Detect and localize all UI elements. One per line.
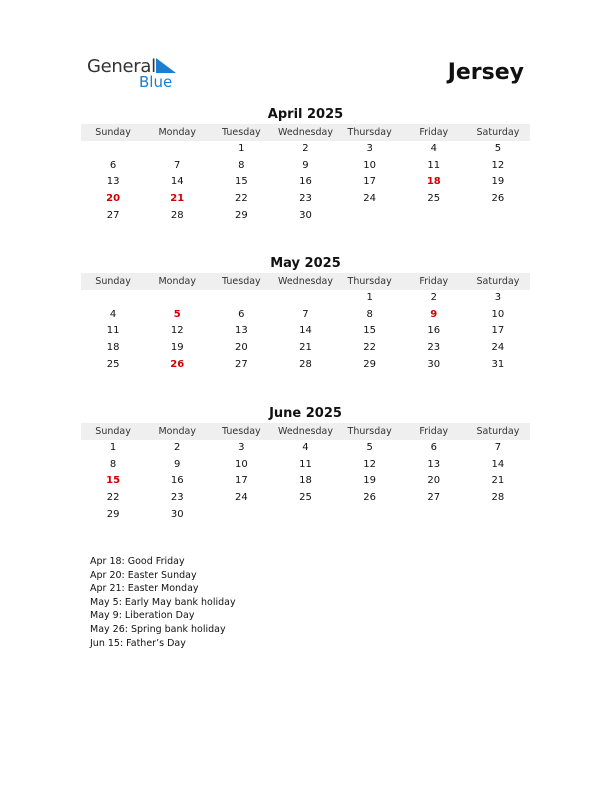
day-cell: 22 <box>234 193 248 205</box>
day-cell: 21 <box>299 342 312 354</box>
day-cell: 17 <box>363 176 376 188</box>
day-cell: 11 <box>299 458 312 470</box>
weekday-label: Tuesday <box>222 426 261 437</box>
day-cell: 19 <box>170 342 184 354</box>
day-cell: 13 <box>427 458 441 470</box>
holiday-entry: Apr 20: Easter Sunday <box>90 569 197 581</box>
day-cell: 13 <box>106 176 120 188</box>
day-cell: 26 <box>491 193 505 205</box>
day-grid <box>81 141 530 224</box>
month-title: May 2025 <box>270 256 341 271</box>
weekday-header <box>81 124 530 141</box>
holiday-day-cell: 26 <box>170 358 185 370</box>
day-cell: 25 <box>427 193 441 205</box>
weekday-label: Sunday <box>95 127 131 138</box>
weekday-label: Thursday <box>347 426 392 437</box>
day-cell: 8 <box>366 308 373 320</box>
day-cell: 24 <box>491 342 505 354</box>
day-cell <box>145 290 209 307</box>
day-cell: 23 <box>170 492 184 504</box>
day-cell <box>466 208 530 225</box>
holiday-day-cell: 18 <box>426 176 441 188</box>
day-cell: 22 <box>106 492 120 504</box>
weekday-header <box>81 273 530 290</box>
day-cell: 12 <box>491 159 505 171</box>
day-cell: 1 <box>238 143 245 154</box>
day-cell <box>145 141 209 158</box>
weekday-label: Friday <box>419 276 449 287</box>
day-cell: 23 <box>427 342 441 354</box>
day-cell: 9 <box>174 458 181 470</box>
day-cell: 18 <box>299 475 312 487</box>
day-cell <box>209 507 273 524</box>
day-cell: 3 <box>366 143 373 154</box>
month-april <box>81 106 530 224</box>
holiday-day-cell: 15 <box>106 475 121 487</box>
day-cell: 29 <box>106 508 120 520</box>
weekday-label: Wednesday <box>277 127 333 138</box>
day-cell: 20 <box>427 475 441 487</box>
day-cell <box>466 507 530 524</box>
day-cell: 24 <box>363 193 376 205</box>
day-cell: 25 <box>299 492 312 504</box>
day-cell: 1 <box>109 442 117 453</box>
day-cell: 11 <box>427 159 441 171</box>
day-cell: 16 <box>427 325 441 337</box>
holiday-entry: May 5: Early May bank holiday <box>90 596 236 608</box>
holiday-day-cell: 9 <box>430 308 438 320</box>
day-cell: 7 <box>302 308 309 320</box>
day-cell: 26 <box>363 492 376 504</box>
weekday-label: Thursday <box>347 276 392 287</box>
day-grid <box>81 440 530 523</box>
holiday-day-cell: 5 <box>173 308 181 320</box>
day-cell: 7 <box>494 442 502 453</box>
day-cell: 7 <box>174 159 181 171</box>
day-cell <box>402 208 466 225</box>
weekday-label: Monday <box>158 127 196 138</box>
day-cell: 3 <box>494 292 502 303</box>
weekday-label: Wednesday <box>277 426 333 437</box>
day-cell <box>81 141 145 158</box>
weekday-label: Saturday <box>476 426 520 437</box>
weekday-label: Saturday <box>476 276 520 287</box>
day-cell: 30 <box>299 209 312 221</box>
day-cell <box>338 208 402 225</box>
day-cell: 12 <box>363 458 376 470</box>
logo-text-blue: Blue <box>139 73 173 91</box>
weekday-label: Wednesday <box>277 276 333 287</box>
day-cell: 27 <box>106 209 120 221</box>
holiday-day-cell: 20 <box>106 193 121 205</box>
day-cell: 16 <box>170 475 184 487</box>
day-cell <box>81 290 145 307</box>
holiday-entry: Apr 21: Easter Monday <box>90 583 199 595</box>
day-cell: 25 <box>106 358 120 370</box>
weekday-label: Friday <box>419 127 449 138</box>
day-cell: 20 <box>234 342 248 354</box>
day-cell: 21 <box>491 475 505 487</box>
day-cell: 18 <box>106 342 120 354</box>
day-cell: 9 <box>302 159 309 171</box>
day-cell: 4 <box>302 442 309 453</box>
holiday-entry: May 9: Liberation Day <box>90 610 195 622</box>
holiday-day-cell: 21 <box>170 193 185 205</box>
day-cell <box>273 290 337 307</box>
holiday-entry: Jun 15: Father’s Day <box>90 637 186 649</box>
day-cell: 5 <box>494 143 502 154</box>
day-cell: 23 <box>299 193 312 205</box>
day-cell: 8 <box>109 458 117 470</box>
day-cell <box>338 507 402 524</box>
day-cell: 28 <box>491 492 505 504</box>
day-cell: 29 <box>234 209 248 221</box>
day-cell: 15 <box>234 176 248 188</box>
holiday-entry: May 26: Spring bank holiday <box>90 623 226 635</box>
day-cell: 27 <box>234 358 248 370</box>
day-grid <box>81 290 530 373</box>
day-cell: 3 <box>238 442 245 453</box>
weekday-label: Thursday <box>347 127 392 138</box>
month-title: June 2025 <box>269 406 342 421</box>
day-cell <box>402 507 466 524</box>
weekday-label: Saturday <box>476 127 520 138</box>
weekday-label: Sunday <box>95 276 131 287</box>
day-cell: 16 <box>299 176 312 188</box>
day-cell: 11 <box>106 325 120 337</box>
day-cell: 6 <box>109 159 117 171</box>
day-cell: 4 <box>430 143 437 154</box>
day-cell: 27 <box>427 492 441 504</box>
day-cell: 29 <box>363 358 376 370</box>
weekday-label: Tuesday <box>222 276 261 287</box>
day-cell: 6 <box>430 442 437 453</box>
weekday-label: Monday <box>158 276 196 287</box>
weekday-header <box>81 423 530 440</box>
day-cell: 19 <box>363 475 376 487</box>
day-cell: 13 <box>234 325 248 337</box>
day-cell: 6 <box>238 308 245 320</box>
day-cell: 2 <box>174 442 181 453</box>
day-cell: 28 <box>170 209 184 221</box>
day-cell <box>209 290 273 307</box>
weekday-label: Sunday <box>95 426 131 437</box>
day-cell: 10 <box>234 458 248 470</box>
day-cell: 1 <box>366 292 373 303</box>
day-cell: 10 <box>491 308 505 320</box>
weekday-label: Friday <box>419 426 449 437</box>
day-cell: 28 <box>299 358 312 370</box>
day-cell: 24 <box>234 492 248 504</box>
month-june <box>81 405 530 523</box>
holiday-list <box>90 555 236 650</box>
month-title: April 2025 <box>267 107 344 122</box>
day-cell: 17 <box>491 325 505 337</box>
day-cell: 5 <box>366 442 373 453</box>
day-cell: 2 <box>430 292 437 303</box>
day-cell: 15 <box>363 325 376 337</box>
country-title: Jersey <box>447 60 524 85</box>
day-cell: 14 <box>299 325 312 337</box>
day-cell: 4 <box>109 308 117 320</box>
day-cell: 12 <box>170 325 184 337</box>
weekday-label: Monday <box>158 426 196 437</box>
day-cell: 17 <box>234 475 248 487</box>
day-cell: 14 <box>491 458 505 470</box>
day-cell: 2 <box>302 143 309 154</box>
generalblue-logo <box>87 56 187 90</box>
day-cell: 31 <box>491 358 505 370</box>
day-cell: 14 <box>170 176 184 188</box>
weekday-label: Tuesday <box>222 127 261 138</box>
day-cell: 19 <box>491 176 505 188</box>
day-cell: 30 <box>427 358 441 370</box>
logo-triangle-icon <box>156 58 176 74</box>
month-may <box>81 255 530 373</box>
day-cell <box>273 507 337 524</box>
holiday-entry: Apr 18: Good Friday <box>90 556 185 567</box>
logo-text-general: General <box>87 56 156 77</box>
day-cell: 22 <box>363 342 376 354</box>
day-cell: 30 <box>170 508 184 520</box>
day-cell: 10 <box>363 159 376 171</box>
day-cell: 8 <box>238 159 245 171</box>
